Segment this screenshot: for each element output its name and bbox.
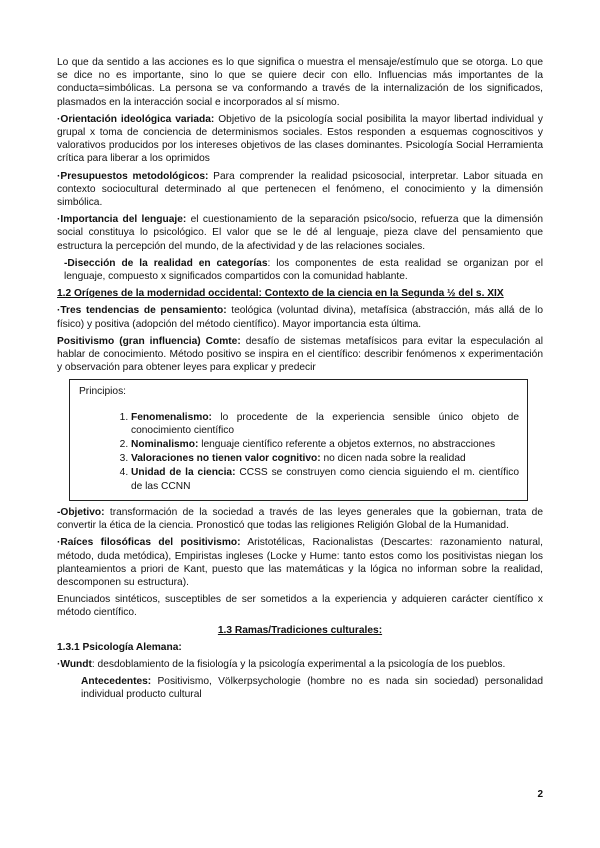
list-item: 2. Nominalismo: lenguaje científico referente a objetos externos, no abstracciones — [131, 438, 519, 451]
paragraph-wundt: ·Wundt: desdoblamiento de la fisiología y la psicología experimental a la psicología de los pueblos. — [57, 658, 506, 670]
page-number: 2 — [537, 789, 543, 800]
list-item: 4. Unidad de la ciencia: CCSS se construyen como ciencia siguiendo el m. científico de las CCNN — [131, 466, 519, 492]
section-heading-1-3-1: 1.3.1 Psicología Alemana: — [57, 641, 182, 653]
paragraph-intro: Lo que da sentido a las acciones es lo que significa o muestra el mensaje/estímulo que se otorga. Lo que se dice no es importante, sino lo que se quiere decir con ello. Influencias más importantes de la conducta=simbólicas. La persona se va conformando a través de la internalización de los significados, plasmados en la interacción social e incorporados al sí mismo. — [57, 57, 543, 108]
term-raices: ·Raíces filosóficas del positivismo: — [57, 537, 241, 549]
paragraph-objetivo: -Objetivo: transformación de la sociedad a través de las leyes generales que la gobiernan, trata de convertir la ética de la ciencia. Pronosticó que todas las religiones Religión Global de la Humanidad. — [57, 506, 543, 532]
paragraph-antecedentes: Antecedentes: Positivismo, Völkerpsychologie (hombre no es nada sin sociedad) personalidad individual producto cultural — [81, 676, 543, 701]
paragraph-lenguaje: ·Importancia del lenguaje: el cuestionamiento de la separación psico/socio, refuerza que la dimensión social constituya lo psicológico. El valor que se le dé al lenguaje, pieza clave del pensamiento que estructura la percepción del mundo, de la afectividad y de las relaciones sociales. — [57, 214, 543, 252]
term-diseccion: -Disección de la realidad en categorías — [64, 257, 268, 269]
term-wundt: ·Wundt — [57, 658, 92, 670]
term-tendencias: ·Tres tendencias de pensamiento: — [57, 305, 227, 317]
paragraph-diseccion: -Disección de la realidad en categorías: los componentes de esta realidad se organizan por el lenguaje, compuesto x significados compartidos con la comunidad hablante. — [64, 257, 543, 283]
paragraph-raices: ·Raíces filosóficas del positivismo: Aristotélicas, Racionalistas (Descartes: razonamiento natural, método, duda metódica), Empiristas ingleses (Locke y Hume: tanto estos como los positivistas niegan los planteamientos a priori de Kant, puesto que las matemáticas y la lógica no informan sobre la realidad, descomponen su estructura). — [57, 537, 544, 588]
paragraph-presupuestos: ·Presupuestos metodológicos: Para comprender la realidad psicosocial, interpretar. Labor situada en contexto sociocultural determinado al que pertenecen el fenómeno, el conocimiento y la dimensión simbólica. — [57, 170, 543, 209]
term-lenguaje: ·Importancia del lenguaje: — [57, 214, 187, 226]
principios-list — [79, 411, 519, 493]
term-positivismo: Positivismo (gran influencia) Comte: — [57, 335, 241, 347]
list-item: 3. Valoraciones no tienen valor cognitivo: no dicen nada sobre la realidad — [131, 452, 519, 465]
paragraph-positivismo: Positivismo (gran influencia) Comte: desafío de sistemas metafísicos para evitar la especulación al hablar de conocimiento. Método positivo se inspira en el científico: describir fenómenos x experimentación y observación para obtener leyes para explicar y predecir — [57, 335, 543, 374]
paragraph-enunciados: Enunciados sintéticos, susceptibles de ser sometidos a la experiencia y adquieren carácter científico x método científico. — [57, 594, 543, 619]
term-antecedentes: Antecedentes: — [81, 676, 152, 688]
section-heading-1-2: 1.2 Orígenes de la modernidad occidental: Contexto de la ciencia en la Segunda ½ del s. XIX — [57, 288, 504, 300]
paragraph-orientacion: ·Orientación ideológica variada: Objetivo de la psicología social posibilita la mayor libertad individual y grupal x toma de conciencia de determinismos sociales. Estos responden a esquemas cognoscitivos y valorativos producidos por los intereses objetivos de las clases dominantes. Psicología Social Herramienta crítica para liberar a los oprimidos — [57, 113, 543, 165]
principios-title: Principios: — [79, 386, 126, 398]
document-page — [57, 56, 543, 706]
principios-box — [69, 379, 528, 500]
list-item: 1. Fenomenalismo: lo procedente de la experiencia sensible único objeto de conocimiento científico — [131, 411, 519, 437]
term-orientacion: ·Orientación ideológica variada: — [57, 113, 215, 125]
term-objetivo: -Objetivo: — [57, 506, 105, 518]
paragraph-tendencias: ·Tres tendencias de pensamiento: teológica (voluntad divina), metafísica (abstracción, más allá de lo físico) y positiva (adopción del método científico). Mayor importancia esta última. — [57, 305, 543, 330]
term-presupuestos: ·Presupuestos metodológicos: — [57, 170, 209, 182]
section-heading-1-3: 1.3 Ramas/Tradiciones culturales: — [217, 624, 383, 636]
